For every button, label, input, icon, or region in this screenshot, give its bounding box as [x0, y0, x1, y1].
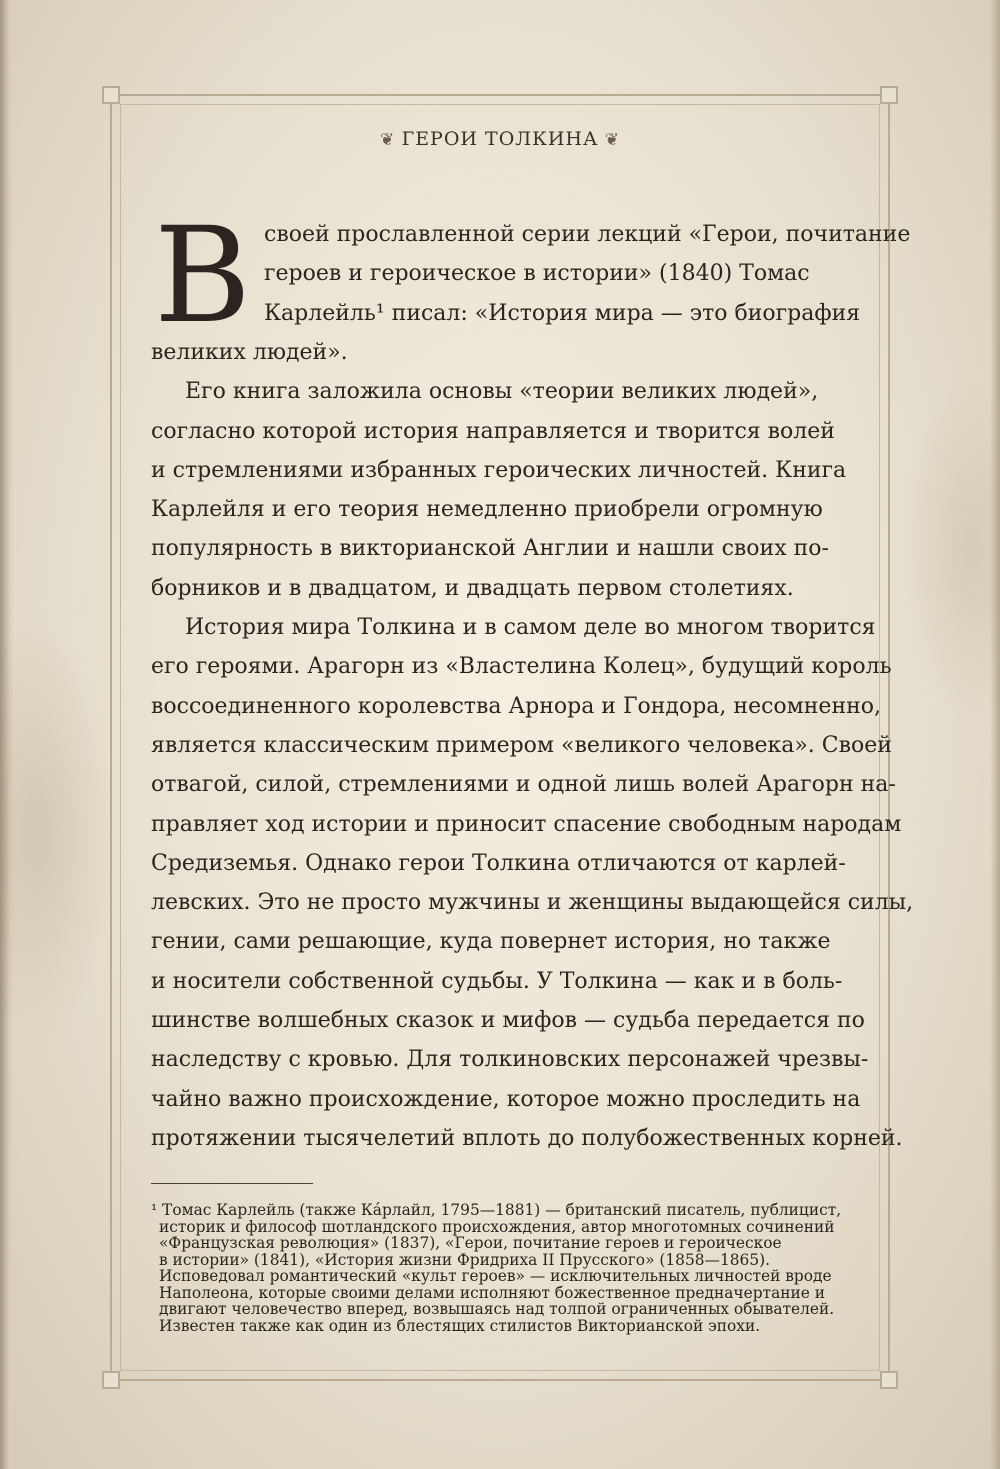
- drop-cap: В: [154, 199, 252, 353]
- footnote-line: Наполеона, которые своими делами исполняют божественное предначертание и: [159, 1284, 826, 1302]
- text-line: Карлейля и его теория немедленно приобрели огромную: [151, 497, 823, 522]
- frame-corner-ornament: [102, 1371, 120, 1389]
- paper-stain: [0, 620, 120, 1040]
- laurel-right-icon: ❦: [598, 130, 621, 150]
- footnote-line: Исповедовал романтический «культ героев» — исключительных личностей вроде: [159, 1267, 832, 1285]
- text-line: Карлейль¹ писал: «История мира — это биография: [264, 301, 861, 326]
- page-right-edge: [990, 0, 1000, 1469]
- footnote-line: историк и философ шотландского происхождения, автор многотомных сочинений: [159, 1218, 835, 1236]
- running-head-title: ГЕРОИ ТОЛКИНА: [401, 128, 599, 150]
- text-line: популярность в викторианской Англии и нашли своих по-: [151, 536, 829, 561]
- frame-corner-ornament: [880, 86, 898, 104]
- text-line: героев и героическое в истории» (1840) Томас: [264, 261, 810, 286]
- text-line: гении, сами решающие, куда повернет история, но также: [151, 929, 831, 954]
- footnote-line: Известен также как один из блестящих стилистов Викторианской эпохи.: [159, 1317, 761, 1335]
- text-line: его героями. Арагорн из «Властелина Колец», будущий король: [151, 654, 892, 679]
- text-line: воссоединенного королевства Арнора и Гондора, несомненно,: [151, 694, 882, 719]
- text-line: наследству с кровью. Для толкиновских персонажей чрезвы-: [151, 1047, 869, 1072]
- running-head: [0, 128, 1000, 150]
- text-line: чайно важно происхождение, которое можно проследить на: [151, 1087, 861, 1112]
- footnote-line: двигают человечество вперед, возвышаясь над толпой ограниченных обывателей.: [159, 1300, 835, 1318]
- text-line: отвагой, силой, стремлениями и одной лишь волей Арагорн на-: [151, 772, 896, 797]
- text-line: правляет ход истории и приносит спасение свободным народам: [151, 812, 902, 837]
- text-line: Его книга заложила основы «теории великих людей»,: [185, 379, 819, 404]
- text-line: История мира Толкина и в самом деле во многом творится: [185, 615, 876, 640]
- text-line: и носители собственной судьбы. У Толкина — как и в боль-: [151, 969, 843, 994]
- frame-corner-ornament: [102, 86, 120, 104]
- text-line: борников и в двадцатом, и двадцать первом столетиях.: [151, 576, 794, 601]
- footnote-rule: [151, 1183, 313, 1184]
- text-line: своей прославленной серии лекций «Герои, почитание: [264, 222, 911, 247]
- footnote-line: «Французская революция» (1837), «Герои, почитание героев и героическое: [159, 1234, 782, 1252]
- text-line: и стремлениями избранных героических личностей. Книга: [151, 458, 847, 483]
- footnote-line: ¹ Томас Карлейль (также Ка́рлайл, 1795—1881) — британский писатель, публицист,: [151, 1201, 842, 1219]
- text-line: великих людей».: [151, 340, 348, 365]
- page-left-edge: [0, 0, 14, 1469]
- text-line: протяжении тысячелетий вплоть до полубожественных корней.: [151, 1126, 903, 1151]
- text-line: левских. Это не просто мужчины и женщины выдающейся силы,: [151, 890, 914, 915]
- text-line: является классическим примером «великого человека». Своей: [151, 733, 892, 758]
- footnote-line: в истории» (1841), «История жизни Фридриха II Прусского» (1858—1865).: [159, 1251, 771, 1269]
- text-line: Средиземья. Однако герои Толкина отличаются от карлей-: [151, 851, 846, 876]
- frame-corner-ornament: [880, 1371, 898, 1389]
- paper-stain: [900, 380, 1000, 720]
- text-line: шинстве волшебных сказок и мифов — судьба передается по: [151, 1008, 865, 1033]
- laurel-left-icon: ❦: [379, 130, 402, 150]
- text-line: согласно которой история направляется и творится волей: [151, 419, 835, 444]
